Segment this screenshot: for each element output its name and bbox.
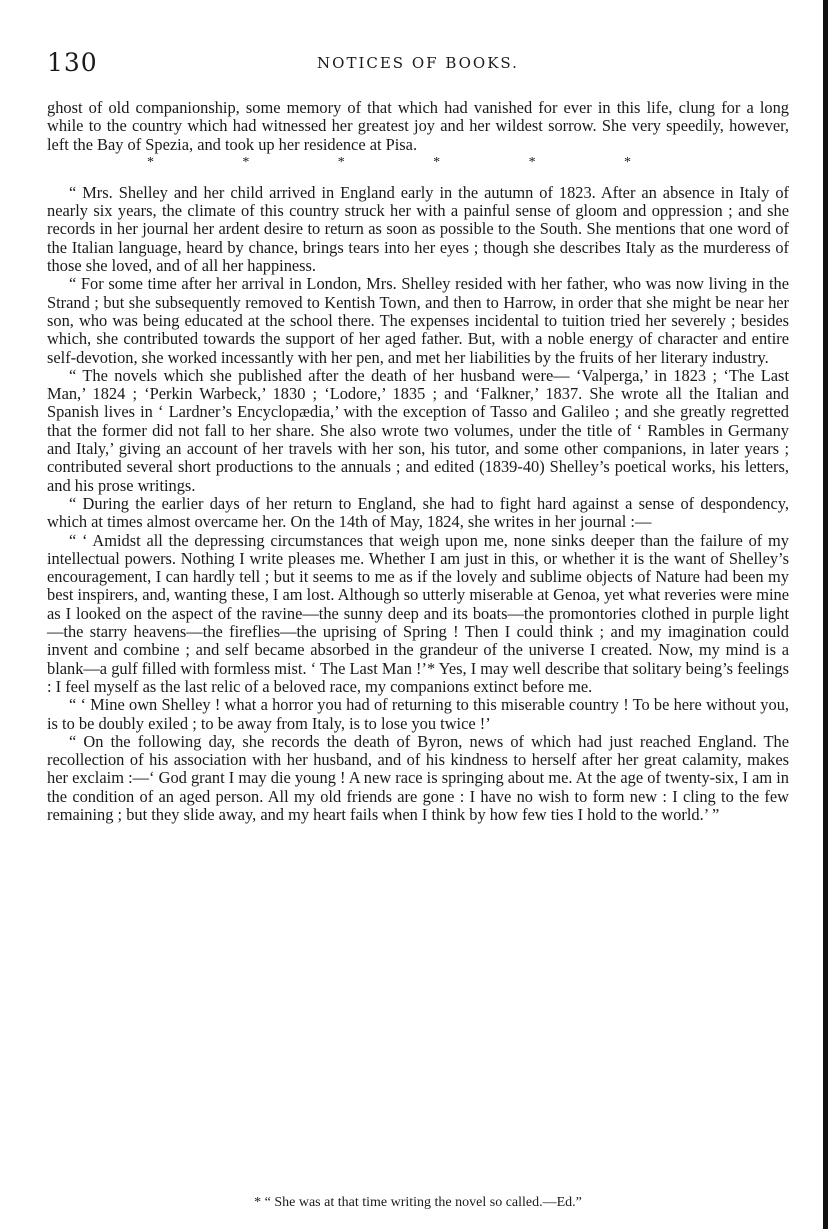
asterisk: *	[528, 154, 536, 170]
asterisk: *	[147, 154, 154, 170]
asterisk: *	[433, 154, 441, 170]
page-header	[47, 48, 789, 88]
paragraph: “ During the earlier days of her return to England, she had to fight hard against a sense of despondency, which at times almost overcame her. On the 14th of May, 1824, she writes in her journal :—	[47, 493, 789, 532]
paragraph: “ On the following day, she records the death of Byron, news of which had just reached England. The recollection of his association with her husband, and of his kindness to herself after her great calamity, makes her exclaim :—‘ God grant I may die young ! A new race is springing about me. At the age of twenty-six, I am in the condition of an aged person. All my old friends are gone : I have no wish to form new : I cling to the few remaining ; but they slide away, and my heart fails when I think by how few ties I hold to the world.’ ”	[47, 731, 789, 824]
asterisk: *	[623, 154, 631, 170]
running-head: NOTICES OF BOOKS.	[317, 54, 519, 72]
asterisk: *	[337, 154, 345, 170]
body-text	[47, 99, 789, 824]
section-separator	[47, 154, 789, 172]
asterisk: *	[242, 154, 250, 170]
paragraph: “ Mrs. Shelley and her child arrived in England early in the autumn of 1823. After an absence in Italy of nearly six years, the climate of this country struck her with a painful sense of gloom and oppression ; and she records in her journal her ardent desire to return as soon as possible to the South. She mentions that one word of the Italian language, heard by chance, brings tears into her eyes ; though she describes Italy as the murderess of those she loved, and of all her happiness.	[47, 182, 789, 276]
paragraph: “ The novels which she published after the death of her husband were— ‘Valperga,’ in 1823 ; ‘The Last Man,’ 1824 ; ‘Perkin Warbeck,’ 1830 ; ‘Lodore,’ 1835 ; and ‘Falkner,’ 1837. She wrote all the Italian and Spanish lives in ‘ Lardner’s Encyclopædia,’ with the exception of Tasso and Galileo ; and she greatly regretted that the former did not fall to her share. She also wrote two volumes, under the title of ‘ Rambles in Germany and Italy,’ giving an account of her travels with her son, his tutor, and some other companions, in later years ; contributed several short productions to the annuals ; and edited (1839-40) Shelley’s poetical works, his letters, and his prose writings.	[47, 365, 789, 495]
paragraph: “ For some time after her arrival in London, Mrs. Shelley resided with her father, who was now living in the Strand ; but she subsequently removed to Kentish Town, and then to Harrow, in order that she might be near her son, who was being educated at the school there. The expenses incidental to tuition tried her severely ; besides which, she contributed towards the support of her aged father. But, with a noble energy of character and entire self-devotion, she worked incessantly with her pen, and met her liabilities by the fruits of her literary industry.	[47, 274, 789, 367]
footnote-area	[47, 1195, 789, 1211]
paragraph: “ ‘ Amidst all the depressing circumstances that weigh upon me, none sinks deeper than the failure of my intellectual powers. Nothing I write pleases me. Whether I am just in this, or whether it is the want of Shelley’s encouragement, I can hardly tell ; but it seems to me as if the lovely and sublime objects of Nature had been my best inspirers, and, wanting these, I am lost. Although so utterly miserable at Genoa, yet what reveries were mine as I looked on the aspect of the ravine—the sunny deep and its boats—the promontories clothed in purple light—the starry heavens—the fireflies—the uprising of Spring ! Then I could think ; and my imagination could invent and combine ; and self became absorbed in the grandeur of the universe I created. Now, my mind is a blank—a gulf filled with formless mist. ‘ The Last Man !’* Yes, I may well describe that solitary being’s feelings : I feel myself as the last relic of a beloved race, my companions extinct before me.	[47, 530, 789, 696]
paragraph: ghost of old companionship, some memory of that which had vanished for ever in this life, clung for a long while to the country which had witnessed her greatest joy and her wildest sorrow. She very speedily, however, left the Bay of Spezia, and took up her residence at Pisa.	[47, 98, 789, 154]
footnote: * “ She was at that time writing the novel so called.—Ed.”	[254, 1195, 582, 1210]
page-edge-rule	[823, 0, 828, 1229]
page-number: 130	[47, 48, 98, 77]
paragraph: “ ‘ Mine own Shelley ! what a horror you had of returning to this miserable country ! To be here without you, is to be doubly exiled ; to be away from Italy, is to lose you twice !’	[47, 695, 789, 733]
